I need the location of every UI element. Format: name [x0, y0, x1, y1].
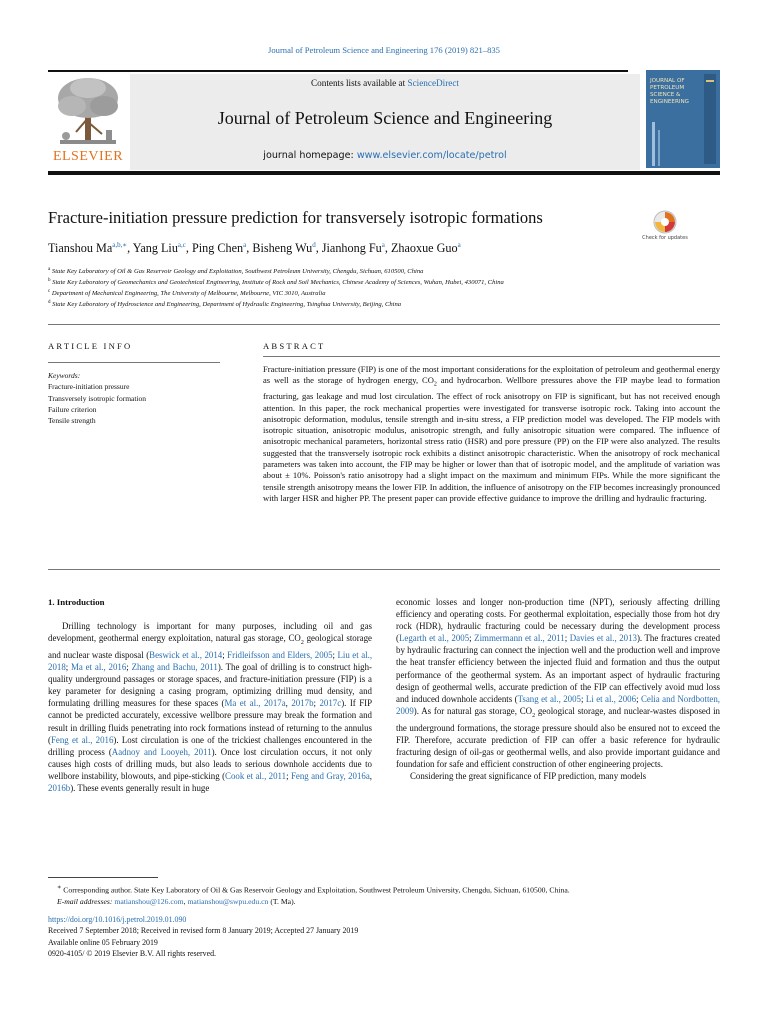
paragraph-text: ; [580, 693, 586, 704]
affiliation-mark: b [48, 278, 51, 283]
citation-link[interactable]: Davies et al., 2013 [569, 633, 637, 644]
paragraph-text: ). As for natural gas storage, CO [413, 705, 533, 716]
paragraph-text: , [285, 698, 292, 709]
citation-link[interactable]: Tsang et al., 2005 [517, 693, 581, 704]
author-affil-mark[interactable]: a,c [177, 241, 186, 249]
header-bottom-rule [48, 171, 720, 175]
check-for-updates-label: Check for updates [642, 235, 688, 241]
paragraph-text: ). These events generally result in huge [70, 783, 210, 793]
citation-link[interactable]: Cook et al., 2011 [225, 770, 287, 781]
available-online: Available online 05 February 2019 [48, 937, 158, 947]
keywords-label: Keywords: [48, 371, 81, 380]
paragraph-text: ; [469, 633, 475, 644]
doi-link[interactable]: https://doi.org/10.1016/j.petrol.2019.01.090 [48, 915, 187, 924]
paragraph-text: ; [65, 662, 72, 673]
paragraph-text: ). The goal of drilling is to construct high-quality underground passages or storage spaces, and fracture-initiation pressure (FIP) is a key parameter for designing a casing program, optimizing drilling mud density, and formulating drilling measures for these spaces ( [48, 662, 372, 709]
footnote-rule [48, 877, 158, 878]
keyword-item: Fracture-initiation pressure [48, 382, 130, 392]
journal-citation[interactable] [0, 45, 768, 55]
affiliation-mark: a [48, 267, 51, 272]
keyword-item: Transversely isotropic formation [48, 393, 147, 403]
cover-line: SCIENCE & [650, 92, 681, 98]
affiliation [48, 288, 728, 298]
affiliation-text: State Key Laboratory of Hydroscience and Engineering, Department of Hydraulic Engineering, Tsinghua University, Beijing, China [52, 301, 402, 309]
citation-link[interactable]: 2017c [319, 698, 342, 709]
article-title: Fracture-initiation pressure prediction for transversely isotropic formations [48, 208, 543, 227]
paragraph-text: ; [313, 698, 320, 709]
footnote-email-line [48, 896, 728, 907]
paragraph-text: ; [332, 649, 338, 660]
journal-homepage [130, 150, 640, 161]
citation-link[interactable]: 2017b [291, 698, 314, 709]
email-separator: , [183, 896, 188, 906]
homepage-link[interactable]: www.elsevier.com/locate/petrol [356, 150, 507, 161]
intro-paragraph: Considering the great significance of FIP prediction, many models [410, 771, 647, 782]
intro-column-left [48, 620, 372, 794]
author-name[interactable]: Ping Chen [191, 241, 244, 256]
email-label: E-mail addresses: [57, 896, 113, 906]
paragraph-text: ; [286, 770, 291, 781]
email-link[interactable]: matianshou@swpu.edu.cn [187, 896, 269, 906]
author-name[interactable]: Tianshou Ma [48, 241, 113, 256]
abstract-text-2: and hydrocarbon. Wellbore pressures above the FIP maybe lead to formation fracturing, gas leakage and mud lost circulation. The effect of rock anisotropy on FIP is significant, but has not received enough attention. In this paper, the rock mechanical properties were investigated for transverse isotropic rock. Taking into account the anisotropic deformation, modulus, tensile strength and in-situ stress, a FIP prediction model was developed. The FIP models with isotropic situation, anisotropic modulus, anisotropic strength, and fully anisotropic situation were compared. The influence of anisotropic mechanical parameters, horizontal stress ratio (HSR) and pore pressure (PP) on the FIP were also analyzed. The results suggested that the transversely isotropic rock exhibits a distinct anisotropic characteristic. When the anisotropy of rock mechanical parameters was taken into account, the FIP may be higher or lower than that of isotropic model, and the amplitude of variation was about ± 10%. Poisson's ratio anisotropy had a slight impact on the maximum and minimum FIPs. While the more significant the tensile strength anisotropy means the lower FIP. In addition, the influence of anisotropy on the FIP becomes increasingly pronounced with larger HSR and higher PP. The present paper can provide effective guidance to improve the drilling and hydraulic fracturing. [263, 375, 720, 503]
paragraph-text: ). Lost circulation is one of the trickiest challenges encountered in the drilling process ( [48, 734, 372, 757]
citation-link[interactable]: Liu et al., 2018 [48, 649, 373, 673]
affiliation-text: State Key Laboratory of Geomechanics and Geotechnical Engineering, Institute of Rock and Soil Mechanics, Chinese Academy of Sciences, Wuhan, Hubei, 430071, China [52, 279, 504, 287]
cover-line: PETROLEUM [650, 85, 685, 91]
paragraph-text: ; [222, 649, 228, 660]
footnote-mark: ∗ [57, 884, 62, 891]
contents-line [130, 78, 640, 88]
paragraph-text: ; [126, 662, 132, 673]
email-suffix: (T. Ma). [268, 896, 296, 906]
citation-link[interactable]: Feng et al., 2016 [50, 734, 114, 745]
paragraph-text: ). The fractures created by hydraulic fracturing can connect the injection well and the production well and improve the heat transfer efficiency between the injected fluid and formation and thus the output performance of the geothermal system. As an important aspect of hydraulic fracturing design of geothermal wells, accurate prediction of the FIP can effectively avoid mud loss and induced downhole accidents ( [396, 633, 721, 704]
author-affil-mark[interactable]: a [457, 241, 461, 249]
affiliation [48, 299, 728, 309]
citation-link[interactable]: Legarth et al., 2005 [398, 633, 470, 644]
affiliation [48, 277, 728, 287]
paragraph-text: ; [564, 633, 570, 644]
citation-link[interactable]: Zhang and Bachu, 2011 [131, 662, 218, 673]
abstract-body [263, 364, 720, 504]
citation-link[interactable]: Li et al., 2006 [585, 693, 637, 704]
author-affil-mark[interactable]: a [381, 241, 385, 249]
copyright: 0920-4105/ © 2019 Elsevier B.V. All rights reserved. [48, 948, 217, 958]
co2-subscript: 2 [433, 382, 437, 388]
abstract-text-1: Fracture-initiation pressure (FIP) is one of the most important considerations for the exploitation of petroleum and geothermal energy as well as the storage of hydrogen energy, CO [263, 364, 720, 386]
article-info-heading: ARTICLE INFO [48, 341, 133, 351]
footnote-line [48, 882, 728, 896]
publication-info [48, 914, 358, 959]
cover-title [650, 78, 716, 106]
author-affil-mark[interactable]: d [312, 241, 316, 249]
abstract-rule [263, 356, 720, 357]
affiliation-divider [48, 324, 720, 325]
citation-link[interactable]: Aadnoy and Looyeh, 2011 [111, 746, 212, 757]
paragraph-text: ). If FIP cannot be predicted accurately, excessive wellbore pressure may break the formation and result in drilling fluids penetrating into rock formations instead of returning to the annulus ( [48, 698, 373, 745]
paragraph-text: , [369, 770, 372, 781]
journal-cover-thumbnail[interactable] [646, 70, 720, 168]
author-affil-mark[interactable]: a [243, 241, 247, 249]
citation-link[interactable]: Celia and Nordbotten, 2009 [396, 693, 721, 716]
paragraph-text: geological storage and nuclear waste disposal ( [48, 633, 372, 660]
corresponding-text: Corresponding author. State Key Laboratory of Oil & Gas Reservoir Geology and Exploitation, Southwest Petroleum University, Chengdu, Sichuan, 610500, China. [63, 885, 570, 895]
affiliation [48, 266, 728, 276]
elsevier-wordmark: ELSEVIER [52, 149, 124, 164]
citation-link[interactable]: Feng and Gray, 2016a [290, 770, 370, 781]
citation-link[interactable]: Beswick et al., 2014 [149, 649, 223, 660]
author-list: Tianshou $Ma^{a,b,∗}$, Yang Liu$^{a,c}$, Ping Chen$^a$, Bisheng Wu$^d$, Jianhong Fu$^a$, Zhaoxue Guo$^a$ [48, 241, 461, 256]
keywords-block [48, 370, 223, 426]
keyword-item: Tensile strength [48, 416, 96, 426]
citation-link[interactable]: Ma et al., 2016 [71, 662, 127, 673]
citation-link[interactable]: 2016b [48, 783, 71, 793]
author-name[interactable]: Jianhong Fu [321, 241, 382, 256]
intro-column-right [396, 596, 720, 782]
author-name[interactable]: Bisheng Wu [252, 241, 313, 256]
paragraph-text: economic losses and longer non-production time (NPT), seriously affecting drilling efficiency and operating costs. For geothermal exploitation, especially those from hot dry rock (HDR), hydraulic fracturing could be necessary during the development process ( [396, 597, 720, 644]
affiliation-mark: c [48, 289, 51, 294]
author-name[interactable]: Zhaoxue Guo [390, 241, 458, 256]
cover-line: ENGINEERING [650, 99, 690, 105]
keyword-item: Failure criterion [48, 404, 97, 414]
homepage-prefix: journal homepage: [263, 150, 357, 161]
paragraph-text: ; [636, 693, 641, 704]
journal-citation-link[interactable]: Journal of Petroleum Science and Engineering 176 (2019) 821–835 [268, 45, 500, 55]
abstract-heading: ABSTRACT [263, 341, 326, 351]
introduction-heading: 1. Introduction [48, 597, 105, 607]
paragraph-text: Drilling technology is important for many purposes, including oil and gas development, geothermal energy exploitation, natural gas storage, CO [48, 621, 372, 644]
article-info-rule [48, 362, 220, 363]
paragraph-text: ). Once lost circulation occurs, it not only causes high costs of drilling muds, but also leads to serious downhole accidents due to wellbore instability, blowouts, and pipe-sticking ( [48, 746, 372, 781]
subscript: 2 [300, 639, 304, 646]
email-link[interactable]: matianshou@126.com [114, 896, 184, 906]
intro-paragraph [48, 620, 372, 794]
cover-line: JOURNAL OF [650, 78, 685, 84]
citation-link[interactable]: Ma et al., 2017a [224, 698, 286, 709]
paragraph-text: geological storage, and nuclear-wastes disposed in the underground formations, the storage pressure should also be ensured not to exceed the FIP. Therefore, accurate prediction of FIP can offer a basic reference for hydraulic fracturing design of oil-gas or geothermal wells, and also provide important guidance and foundation for safe and efficient construction of other engineering projects. [396, 705, 720, 769]
sciencedirect-link[interactable]: ScienceDirect [407, 78, 459, 88]
affiliation-text: State Key Laboratory of Oil & Gas Reservoir Geology and Exploitation, Southwest Petroleum University, Chengdu, Sichuan, 610500, China [51, 268, 424, 276]
abstract-bottom-rule [48, 569, 720, 570]
affiliation-text: Department of Mechanical Engineering, The University of Melbourne, Melbourne, VIC 3010, Australia [51, 290, 326, 298]
author-name[interactable]: Yang Liu [132, 241, 178, 256]
corresponding-author-footnote [48, 882, 728, 907]
citation-link[interactable]: Zimmermann et al., 2011 [474, 633, 565, 644]
author-affil-mark[interactable]: a,b,∗ [112, 241, 128, 249]
check-for-updates-badge[interactable] [642, 209, 688, 257]
subscript: 2 [532, 712, 536, 719]
intro-paragraph [396, 596, 720, 770]
contents-prefix: Contents lists available at [311, 78, 408, 88]
citation-link[interactable]: Fridleifsson and Elders, 2005 [227, 649, 333, 660]
affiliation-mark: d [48, 300, 51, 305]
received-dates: Received 7 September 2018; Received in revised form 8 January 2019; Accepted 27 January 2019 [48, 926, 359, 936]
header-top-rule [48, 70, 628, 72]
journal-title: Journal of Petroleum Science and Engineering [217, 108, 553, 128]
